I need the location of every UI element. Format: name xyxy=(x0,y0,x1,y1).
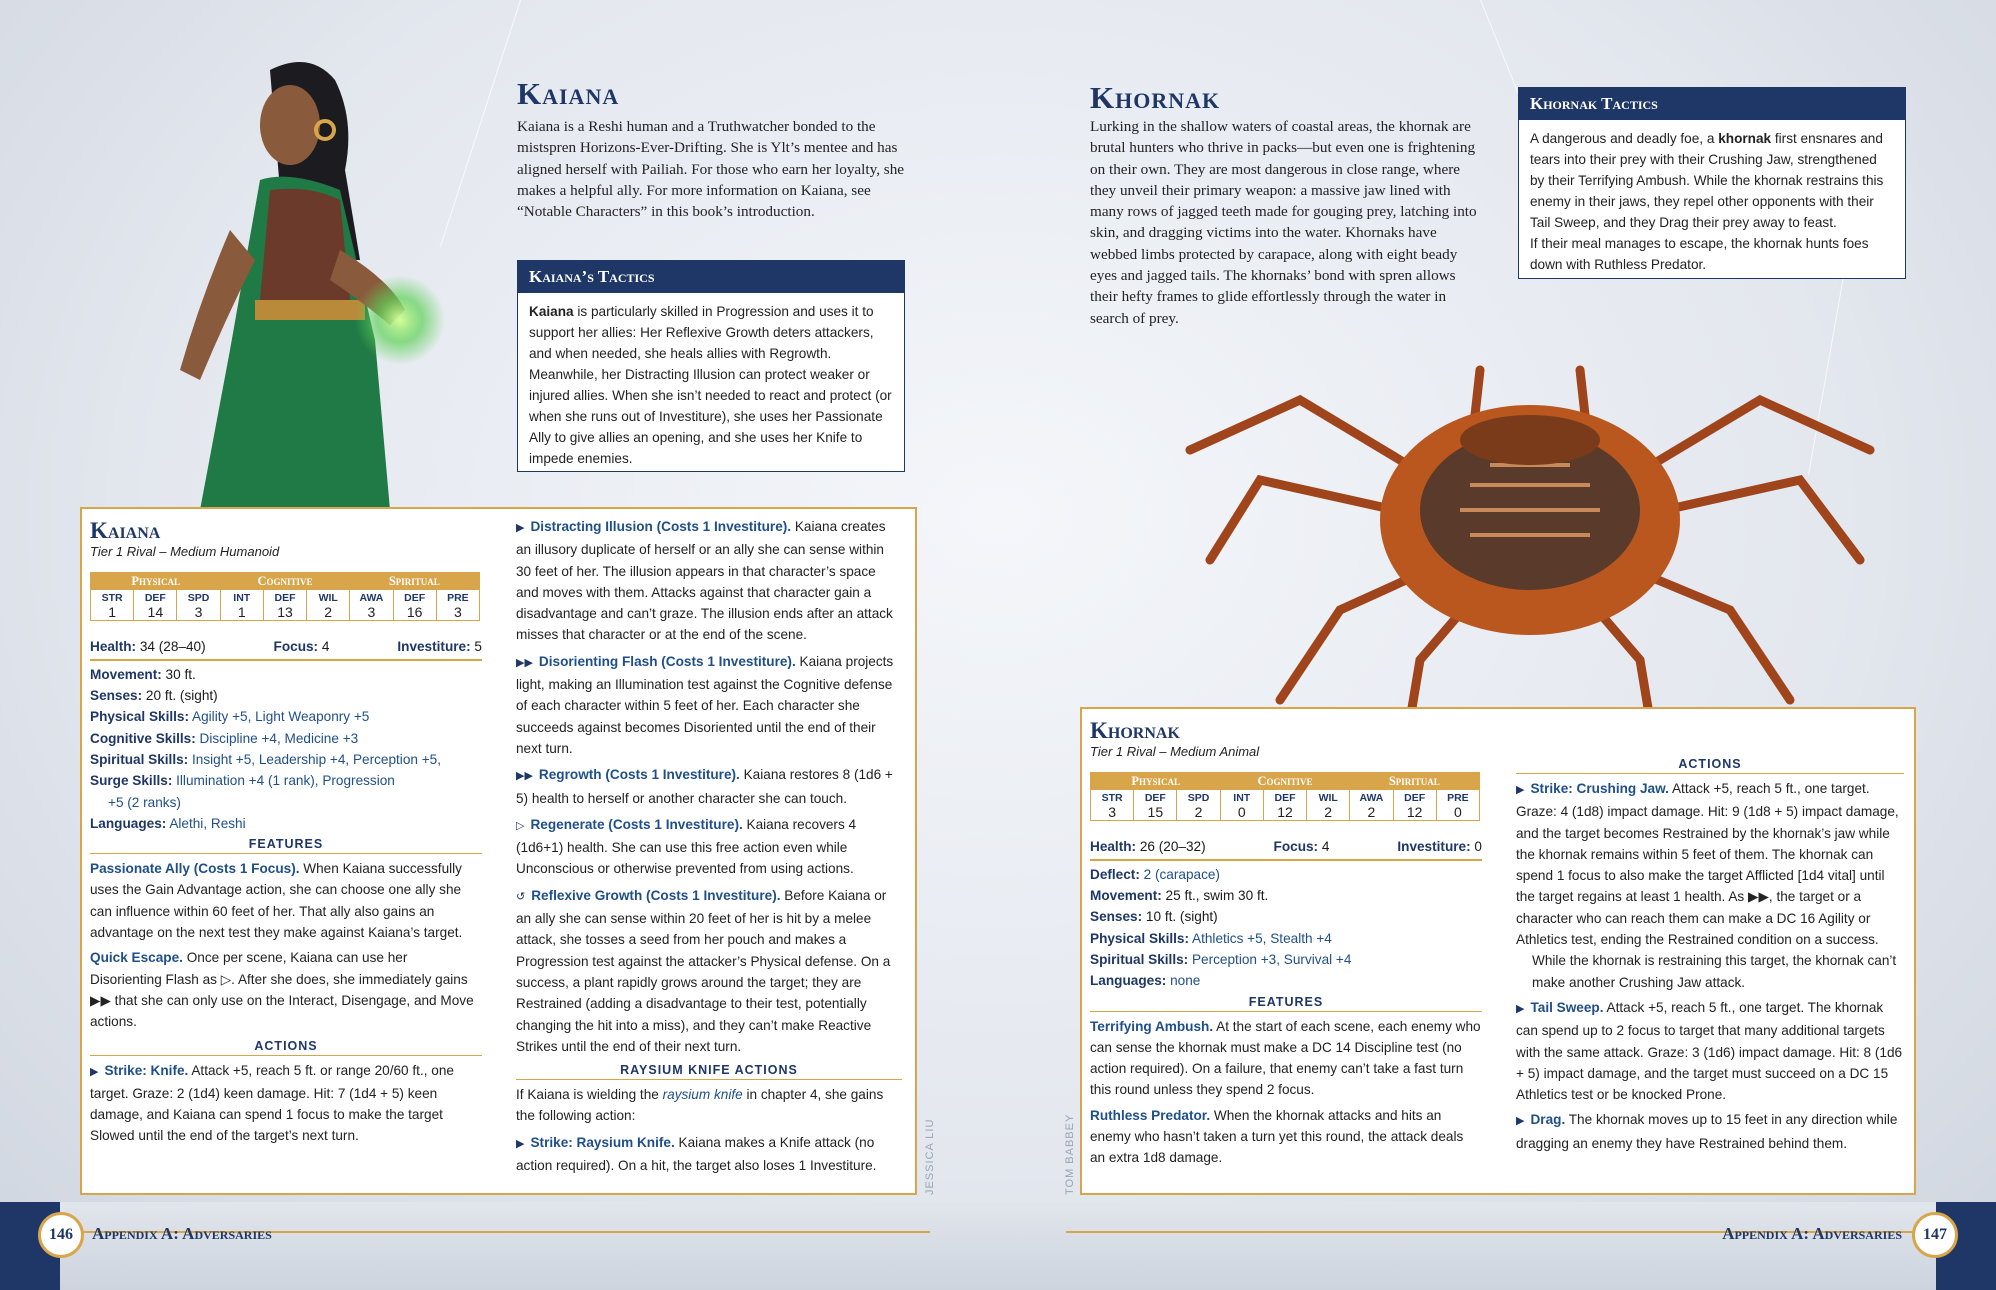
stat-cell: DEF 15 xyxy=(1134,790,1177,820)
khornak-tactics-body: A dangerous and deadly foe, a khornak first ensnares and tears into their prey with their Crushing Jaw, strengthened by their Terrifying Ambush. While the khornak restrains this enemy in their jaws, they repel other opponents with their Tail Sweep, and they Drag their prey away to feast. If their meal manages to escape, the khornak hunts foes down with Ruthless Predator. xyxy=(1530,131,1884,272)
action-icon: ▶ xyxy=(516,522,525,534)
stat-cell: AWA 3 xyxy=(350,590,393,620)
kaiana-feature-quick-escape: Quick Escape. Once per scene, Kaiana can use her Disorienting Flash as ▷. After she does, she immediately gains ▶▶ that she can only use on the Interact, Disengage, and Move actions. xyxy=(90,950,474,1030)
kaiana-cognitive-skills: Cognitive Skills: Discipline +4, Medicine +3 xyxy=(90,730,359,746)
khornak-spiritual-skills: Spiritual Skills: Perception +3, Survival +4 xyxy=(1090,951,1352,967)
khornak-attribute-table xyxy=(1090,772,1480,821)
stat-cell: INT 0 xyxy=(1221,790,1264,820)
khornak-stat-details xyxy=(1090,836,1482,1169)
kaiana-stat-col2 xyxy=(516,516,902,1176)
stat-cell: AWA 2 xyxy=(1350,790,1393,820)
khornak-physical-skills: Physical Skills: Athletics +5, Stealth +4 xyxy=(1090,930,1332,946)
khornak-feature-terrifying-ambush: Terrifying Ambush. At the start of each scene, each enemy who can sense the khornak must make a DC 14 Discipline test (no action required). On a failure, that enemy can’t take a fast turn this round unless they spend 2 focus. xyxy=(1090,1018,1481,1098)
kaiana-regrowth: ▶▶ Regrowth (Costs 1 Investiture). Kaiana restores 8 (1d6 + 5) health to herself or another character she can touch. xyxy=(516,767,893,806)
stat-cell: STR 1 xyxy=(91,590,134,620)
action-icon: ▶ xyxy=(1516,1002,1525,1015)
stat-cell: DEF 16 xyxy=(394,590,437,620)
khornak-languages: Languages: none xyxy=(1090,973,1201,989)
stat-cell: WIL 2 xyxy=(1307,790,1350,820)
khornak-deflect: Deflect: 2 (carapace) xyxy=(1090,866,1220,882)
action-icon: ▶ xyxy=(90,1065,99,1078)
stat-cell: WIL 2 xyxy=(307,590,350,620)
double-action-icon: ▶▶ xyxy=(516,770,533,783)
kaiana-surge-skills-cont: +5 (2 ranks) xyxy=(108,794,181,810)
group-cognitive: Cognitive xyxy=(1257,774,1313,788)
kaiana-tactics-title: Kaiana’s Tactics xyxy=(518,261,904,293)
footer-band xyxy=(0,1202,1996,1290)
khornak-stat-subtitle: Tier 1 Rival – Medium Animal xyxy=(1090,744,1260,759)
kaiana-resources: Health: 34 (28–40) Focus: 4 Investiture: 5 xyxy=(90,639,482,654)
khornak-crushing-jaw: ▶ Strike: Crushing Jaw. Attack +5, reach 5 ft., one target. Graze: 4 (1d8) impact damage. Hit: 9 (1d8 + 5) impact damage, and the target becomes Restrained by the khornak’s jaw while the khornak remains within 5 feet of them. The khornak can spend 1 focus to also make the target Afflicted [1d4 vital] until the target regains at least 1 health. As ▶▶, the target or a character who can reach them can make a DC 16 Agility or Athletics test, ending the Restrained condition on a success. xyxy=(1516,781,1899,948)
footer-title-right: Appendix A: Adversaries xyxy=(1722,1224,1902,1243)
kaiana-stat-details xyxy=(90,636,482,1147)
kaiana-raysium-intro: If Kaiana is wielding the raysium knife in chapter 4, she gains the following action: xyxy=(516,1087,884,1124)
kaiana-features-heading: FEATURES xyxy=(90,837,482,854)
khornak-title: Khornak xyxy=(1090,80,1221,115)
illustrator-credit-left: JESSICA LIU xyxy=(924,1118,936,1195)
page-number-left: 146 xyxy=(38,1212,84,1258)
kaiana-physical-skills: Physical Skills: Agility +5, Light Weaponry +5 xyxy=(90,709,370,725)
kaiana-title: Kaiana xyxy=(517,76,620,111)
khornak-actions-heading: ACTIONS xyxy=(1516,757,1904,774)
stat-cell: DEF 12 xyxy=(1264,790,1307,820)
khornak-illustration xyxy=(1170,360,1890,730)
stat-cell: SPD 3 xyxy=(177,590,220,620)
khornak-drag: ▶ Drag. The khornak moves up to 15 feet in any direction while dragging an enemy they have Restrained behind them. xyxy=(1516,1112,1898,1151)
kaiana-regenerate: ▷ Regenerate (Costs 1 Investiture). Kaiana recovers 4 (1d6+1) health. She can use this free action even while Unconscious or otherwise prevented from using actions. xyxy=(516,816,857,877)
group-cognitive: Cognitive xyxy=(257,574,313,588)
kaiana-languages: Languages: Alethi, Reshi xyxy=(90,815,246,831)
kaiana-tactics-box xyxy=(517,260,905,472)
group-physical: Physical xyxy=(131,574,180,588)
khornak-feature-ruthless-predator: Ruthless Predator. When the khornak attacks and hits an enemy who hasn’t taken a turn yet this round, the attack deals an extra 1d8 damage. xyxy=(1090,1107,1464,1166)
khornak-stat-col2 xyxy=(1516,754,1904,1154)
kaiana-raysium-strike: ▶ Strike: Raysium Knife. Kaiana makes a Knife attack (no action required). On a hit, the target also loses 1 Investiture. xyxy=(516,1134,877,1174)
khornak-stat-name: Khornak xyxy=(1090,718,1180,743)
kaiana-disorienting-flash: ▶▶ Disorienting Flash (Costs 1 Investiture). Kaiana projects light, making an Illumination test against the Cognitive defense of each character within 5 feet of her. Each character she succeeds against becomes Disoriented until the end of their next turn. xyxy=(516,653,894,756)
kaiana-stat-name: Kaiana xyxy=(90,518,161,543)
khornak-tactics-title: Khornak Tactics xyxy=(1519,88,1905,120)
group-spiritual: Spiritual xyxy=(1388,774,1440,788)
kaiana-attribute-table xyxy=(90,572,480,621)
stat-cell: DEF 12 xyxy=(1394,790,1437,820)
kaiana-senses: Senses: 20 ft. (sight) xyxy=(90,688,218,704)
kaiana-illustration xyxy=(160,50,520,510)
group-physical: Physical xyxy=(1131,774,1180,788)
reaction-icon: ↺ xyxy=(516,890,526,903)
stat-cell: SPD 2 xyxy=(1177,790,1220,820)
kaiana-distracting-illusion: ▶ Distracting Illusion (Costs 1 Investiture). Kaiana creates an illusory duplicate of herself or an ally she can sense within 30 feet of her. The illusion appears in that character’s space and moves with them. Attacks against that character gain a disadvantage and can’t graze. The illusion ends after an attack misses that character or at the end of the scene. xyxy=(516,519,893,643)
kaiana-spiritual-skills: Spiritual Skills: Insight +5, Leadership +4, Perception +5, xyxy=(90,751,441,767)
stat-cell: INT 1 xyxy=(221,590,264,620)
stat-cell: DEF 14 xyxy=(134,590,177,620)
stat-cell: PRE 0 xyxy=(1447,792,1469,820)
kaiana-action-knife: ▶ Strike: Knife. Attack +5, reach 5 ft. or range 20/60 ft., one target. Graze: 2 (1d4) keen damage. Hit: 7 (1d4 + 5) keen damage, and Kaiana can spend 1 focus to make the target Slowed until the end of the target’s next turn. xyxy=(90,1062,454,1144)
kaiana-stat-subtitle: Tier 1 Rival – Medium Humanoid xyxy=(90,544,280,559)
kaiana-feature-passionate-ally: Passionate Ally (Costs 1 Focus). When Kaiana successfully uses the Gain Advantage action, she can choose one ally she can influence within 60 feet of her. That ally also gains an advantage on the next test they make against Kaiana’s target. xyxy=(90,861,463,941)
stat-cell: PRE 3 xyxy=(447,592,469,620)
khornak-tactics-box xyxy=(1518,87,1906,279)
kaiana-reflexive-growth: ↺ Reflexive Growth (Costs 1 Investiture). Before Kaiana or an ally she can sense within 20 feet of her is hit by a melee attack, she tosses a seed from her pouch and makes a Progression test against the attacker’s Physical defense. On a success, a plant rapidly grows around the target; they are Restrained (adding a disadvantage to their test, potentially changing the hit into a miss), and they can’t make Reactive Strikes until the end of their next turn. xyxy=(516,887,891,1054)
double-action-icon: ▶▶ xyxy=(516,656,533,669)
kaiana-surge-skills: Surge Skills: Illumination +4 (1 rank), Progression xyxy=(90,773,395,789)
stat-cell: STR 3 xyxy=(1091,790,1134,820)
khornak-tail-sweep: ▶ Tail Sweep. Attack +5, reach 5 ft., one target. The khornak can spend up to 2 focus to target that many additional targets with the same attack. Graze: 3 (1d6) impact damage. Hit: 8 (1d6 + 5) impact damage, and the target must succeed on a DC 15 Athletics test or be knocked Prone. xyxy=(1516,999,1903,1103)
khornak-movement: Movement: 25 ft., swim 30 ft. xyxy=(1090,888,1269,904)
group-spiritual: Spiritual xyxy=(388,574,440,588)
kaiana-actions-heading: ACTIONS xyxy=(90,1039,482,1056)
action-icon: ▶ xyxy=(1516,784,1525,796)
khornak-crushing-jaw-note: While the khornak is restraining this target, the khornak can’t make another Crushing Jaw attack. xyxy=(1532,953,1897,990)
kaiana-tactics-body: Kaiana is particularly skilled in Progression and uses it to support her allies: Her Reflexive Growth deters attackers, and when needed, she heals allies with Regrowth. Meanwhile, her Distracting Illusion can protect weaker or injured allies. When she isn’t needed to react and protect (or when she runs out of Investiture), she uses her Passionate Ally to give allies an opening, and she uses her Knife to impede enemies. xyxy=(529,304,892,466)
action-icon: ▶ xyxy=(516,1137,525,1150)
free-action-icon: ▷ xyxy=(516,819,525,832)
footer-title-left: Appendix A: Adversaries xyxy=(92,1224,272,1243)
stat-cell: DEF 13 xyxy=(264,590,307,620)
khornak-senses: Senses: 10 ft. (sight) xyxy=(1090,909,1218,925)
kaiana-stat-col1 xyxy=(90,518,482,559)
khornak-features-heading: FEATURES xyxy=(1090,995,1482,1012)
action-icon: ▶ xyxy=(1516,1115,1525,1128)
khornak-intro: Lurking in the shallow waters of coastal areas, the khornak are brutal hunters who thrive in packs—but even one is frightening on their own. They are most dangerous in close range, where they unveil their primary weapon: a massive jaw lined with many rows of jagged teeth made for gouging prey, latching into skin, and dragging victims into the water. Khornaks have webbed limbs protected by carapace, along with eight beady eyes and jagged tails. The khornaks’ bond with spren allows their hefty frames to glide effortlessly through the water in search of prey. xyxy=(1090,118,1477,327)
kaiana-intro: Kaiana is a Reshi human and a Truthwatcher bonded to the mistspren Horizons-Ever-Drifting. She is Ylt’s mentee and has aligned herself with Pailiah. For those who earn her loyalty, she makes a helpful ally. For more information on Kaiana, see “Notable Characters” in this book’s introduction. xyxy=(517,118,905,221)
khornak-resources: Health: 26 (20–32) Focus: 4 Investiture: 0 xyxy=(1090,839,1482,854)
page-number-right: 147 xyxy=(1912,1212,1958,1258)
kaiana-movement: Movement: 30 ft. xyxy=(90,666,196,682)
khornak-stat-col1 xyxy=(1090,718,1482,759)
kaiana-raysium-heading: RAYSIUM KNIFE ACTIONS xyxy=(516,1063,902,1080)
illustrator-credit-right: TOM BABBEY xyxy=(1064,1113,1076,1195)
